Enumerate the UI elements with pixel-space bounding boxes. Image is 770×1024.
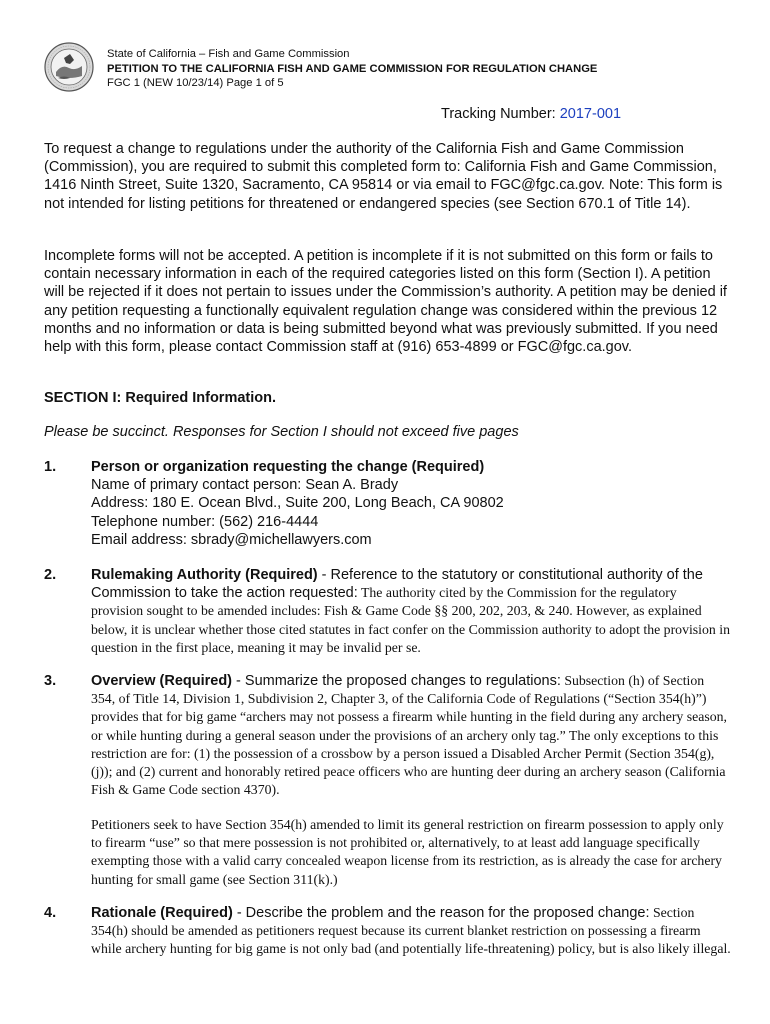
item-heading: Person or organization requesting the change (Required) (91, 459, 485, 475)
contact-phone: Telephone number: (562) 216-4444 (91, 513, 319, 530)
tracking-number (441, 106, 621, 122)
fish-and-game-seal (44, 42, 94, 92)
item-heading: Rationale (Required) (91, 905, 233, 921)
item-prompt: - Reference to the statutory or constitutional authority of the Commission to take the action requested: (91, 567, 703, 602)
contact-email: Email address: sbrady@michellawyers.com (91, 531, 372, 548)
item-content (91, 458, 731, 549)
item-prompt: - Summarize the proposed changes to regulations: (232, 673, 561, 689)
item-content (91, 672, 731, 799)
contact-name: Name of primary contact person: Sean A. Brady (91, 477, 399, 494)
contact-address: Address: 180 E. Ocean Blvd., Suite 200, Long Beach, CA 90802 (91, 495, 504, 512)
tracking-label: Tracking Number: (441, 106, 556, 122)
form-id: FGC 1 (NEW 10/23/14) Page 1 of 5 (107, 77, 284, 89)
intro-paragraph-2: Incomplete forms will not be accepted. A petition is incomplete if it is not submitted on this form or fails to contain necessary information in each of the required categories listed on this form (Section I). A petition will be rejected if it does not pertain to issues under the Commission’s authority. A petition may be denied if any petition requesting a functionally equivalent regulation change was considered within the previous 12 months and no information or data is being submitted beyond what was previously submitted. If you need help with this form, please contact Commission staff at (916) 653-4899 or FGC@fgc.ca.gov. (44, 248, 727, 356)
item-heading: Overview (Required) (91, 673, 233, 689)
item-number: 3. (44, 673, 57, 689)
item-number: 1. (44, 459, 57, 475)
item-number: 4. (44, 905, 57, 921)
section-note: Please be succinct. Responses for Section I should not exceed five pages (44, 424, 519, 440)
item-response: Section 354(h) should be amended as petitioners request because its current blanket restriction on possessing a firearm while archery hunting for big game is not only bad (and potentially life-threatening) policy, but is also likely illegal. (91, 905, 731, 957)
item-overview-continuation: Petitioners seek to have Section 354(h) amended to limit its general restriction on firearm possession to apply only to firearm “use” so that mere possession is not prohibited or, alternatively, to at least add language specifically exempting those with a valid carry concealed weapon license from its restriction, as is already the case for archery hunting for small game (see Section 311(k).) (91, 817, 724, 887)
item-content (91, 904, 731, 959)
intro-paragraph-1: To request a change to regulations under the authority of the California Fish and Game Commission (Commission), you are required to submit this completed form to: California Fish and Game Commission, 1416 Ninth Street, Suite 1320, Sacramento, CA 95814 or via email to FGC@fgc.ca.gov. Note: This form is not intended for listing petitions for threatened or endangered species (see Section 670.1 of Title 14). (44, 141, 723, 212)
section-title: SECTION I: Required Information. (44, 390, 277, 406)
item-response: Subsection (h) of Section 354, of Title 14, Division 1, Subdivision 2, Chapter 3, of the California Code of Regulations (“Section 354(h)”) provides that for big game “archers may not possess a firearm while hunting in the field during any archery season, or while hunting during a general season under the provisions of an archery only tag.” The only exceptions to this restriction are for: (1) the possession of a crossbow by a person issued a Disabled Archer Permit (Section 354(g),(j)); and (2) current and honorably retired peace officers who are hunting deer during an archery season (California Fish & Game Code section 4370). (91, 673, 727, 798)
tracking-value: 2017-001 (559, 106, 622, 122)
item-prompt: - Describe the problem and the reason for the proposed change: (232, 905, 650, 921)
item-number: 2. (44, 567, 57, 583)
form-header (107, 47, 597, 91)
agency-name: State of California – Fish and Game Commission (107, 48, 350, 60)
form-title: PETITION TO THE CALIFORNIA FISH AND GAME COMMISSION FOR REGULATION CHANGE (107, 62, 598, 75)
item-content (91, 566, 731, 657)
item-response: The authority cited by the Commission for the regulatory provision sought to be amended includes: Fish & Game Code §§ 200, 202, 203, & 240. However, as explained below, it is unclear whether those cited statutes in fact confer on the Commission authority to adopt the provision in question in the first place, meaning it may be invalid per se. (91, 585, 730, 655)
item-heading: Rulemaking Authority (Required) (91, 567, 318, 583)
